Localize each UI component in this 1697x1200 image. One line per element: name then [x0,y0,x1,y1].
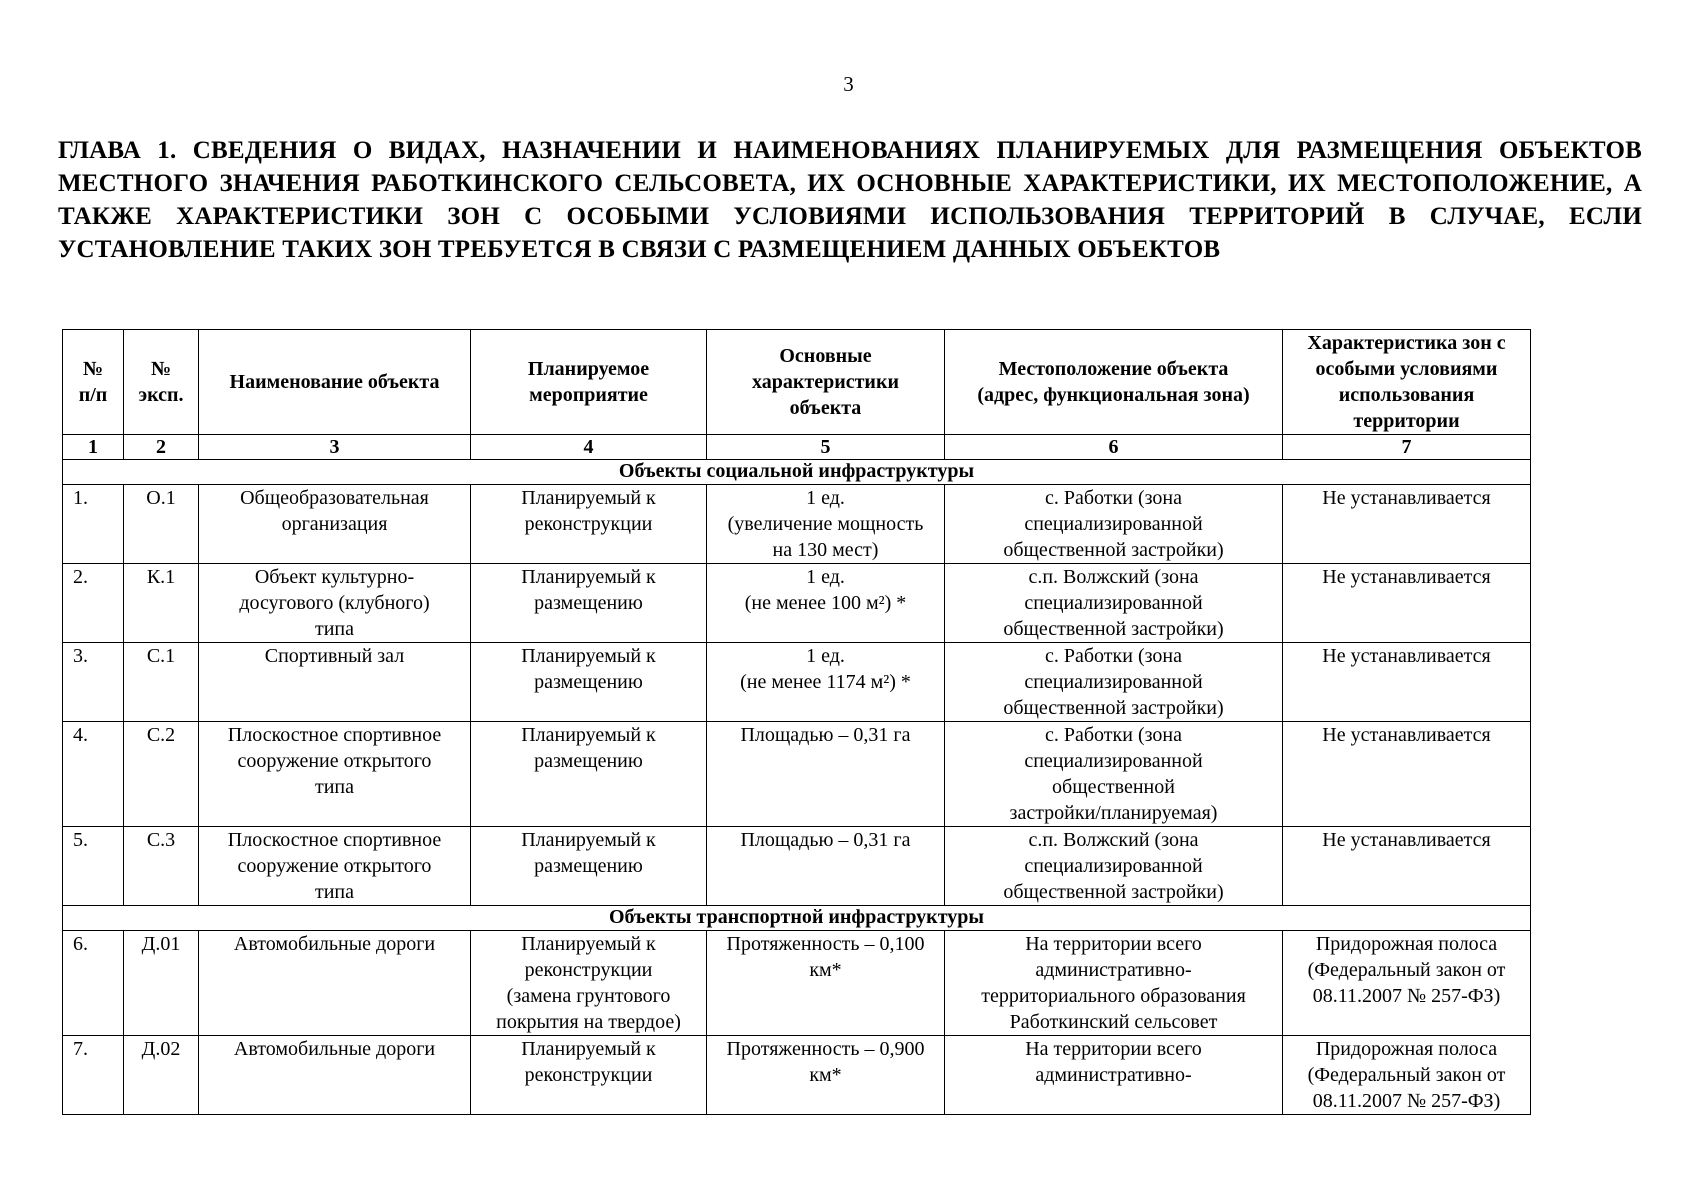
cell-line: размещению [534,592,643,614]
cell-line: На территории всего [1025,933,1202,955]
cell-line: Автомобильные дороги [233,933,436,955]
column-number: 7 [1283,435,1531,460]
cell-line: с. Работки (зона [1045,724,1182,746]
cell-line: Придорожная полоса [1315,1038,1498,1060]
cell-characteristics [707,931,945,1036]
cell-code: К.1 [124,564,199,643]
cell-line: Планируемый к [521,487,656,509]
table-row [63,827,1531,906]
cell-characteristics [707,564,945,643]
cell-line: Работкинский сельсовет [1009,1011,1218,1033]
cell-name [199,643,471,722]
cell-line: Планируемый к [521,933,656,955]
cell-num: 3. [63,643,124,722]
cell-code: С.3 [124,827,199,906]
planned-objects-table [62,329,1531,1115]
table-row [63,1036,1531,1115]
cell-line: специализированной [1024,671,1203,693]
cell-line: покрытия на твердое) [496,1011,681,1033]
header-line: характеристики [751,371,899,393]
column-number: 6 [945,435,1283,460]
cell-code: С.1 [124,643,199,722]
cell-location [945,931,1283,1036]
cell-line: 1 ед. [806,487,845,509]
cell-line: реконструкции [524,1064,653,1086]
header-line: п/п [78,384,108,406]
header-cell-num [63,330,124,435]
cell-characteristics [707,827,945,906]
section-header-row [63,906,1531,931]
cell-line: км* [809,959,842,981]
cell-num: 6. [63,931,124,1036]
cell-line: Планируемый к [521,724,656,746]
column-number: 3 [199,435,471,460]
header-line: мероприятие [529,384,648,406]
cell-line: Планируемый к [521,829,656,851]
cell-action [471,722,707,827]
cell-line: Протяженность – 0,900 [726,1038,925,1060]
cell-line: с.п. Волжский (зона [1028,829,1199,851]
header-cell-location [945,330,1283,435]
cell-line: типа [314,776,355,798]
column-number: 2 [124,435,199,460]
section-title: Объекты социальной инфраструктуры [63,460,1531,485]
header-cell-zones [1283,330,1531,435]
header-row [63,330,1531,435]
cell-action [471,564,707,643]
cell-line: Объект культурно- [254,566,415,588]
cell-location [945,564,1283,643]
cell-line: Площадью – 0,31 га [740,829,911,851]
cell-line: общественной [1052,776,1175,798]
header-line: объекта [789,397,862,419]
header-line: особыми условиями [1315,358,1498,380]
cell-line: (не менее 1174 м²) * [740,671,911,693]
cell-zones [1283,722,1531,827]
cell-name [199,564,471,643]
cell-line: размещению [534,671,643,693]
header-line: (адрес, функциональная зона) [977,384,1250,406]
header-line: территории [1353,410,1460,432]
cell-line: Планируемый к [521,1038,656,1060]
cell-line: (Федеральный закон от [1307,959,1506,981]
cell-line: общественной застройки) [1003,539,1224,561]
cell-zones [1283,564,1531,643]
column-number: 1 [63,435,124,460]
cell-location [945,827,1283,906]
cell-characteristics [707,485,945,564]
cell-line: с. Работки (зона [1045,487,1182,509]
cell-num: 5. [63,827,124,906]
cell-line: (не менее 100 м²) * [744,592,907,614]
cell-line: общественной застройки) [1003,618,1224,640]
header-cell-code [124,330,199,435]
cell-line: на 130 мест) [772,539,879,561]
header-line: № [150,358,172,380]
cell-line: Придорожная полоса [1315,933,1498,955]
cell-location [945,643,1283,722]
cell-zones [1283,827,1531,906]
cell-line: км* [809,1064,842,1086]
cell-num: 2. [63,564,124,643]
cell-line: Плоскостное спортивное [227,724,442,746]
cell-zones [1283,931,1531,1036]
cell-num: 7. [63,1036,124,1115]
cell-num: 1. [63,485,124,564]
cell-line: 1 ед. [806,566,845,588]
table-header [63,330,1531,460]
header-line: Планируемое [527,358,650,380]
cell-line: Автомобильные дороги [233,1038,436,1060]
cell-zones [1283,1036,1531,1115]
table-row [63,643,1531,722]
cell-line: специализированной [1024,855,1203,877]
cell-action [471,1036,707,1115]
cell-line: сооружение открытого [237,750,432,772]
cell-line: размещению [534,750,643,772]
header-line: № [82,358,104,380]
cell-num: 4. [63,722,124,827]
cell-line: Не устанавливается [1322,829,1491,851]
cell-line: специализированной [1024,592,1203,614]
table-row [63,722,1531,827]
header-line: эксп. [138,384,184,406]
cell-zones [1283,485,1531,564]
cell-line: 08.11.2007 № 257-ФЗ) [1312,985,1501,1007]
cell-code: С.2 [124,722,199,827]
cell-line: с.п. Волжский (зона [1028,566,1199,588]
cell-line: общественной застройки) [1003,697,1224,719]
cell-code: Д.02 [124,1036,199,1115]
header-cell-action [471,330,707,435]
cell-code: Д.01 [124,931,199,1036]
cell-line: организация [281,513,388,535]
cell-line: Планируемый к [521,566,656,588]
cell-line: реконструкции [524,513,653,535]
cell-name [199,722,471,827]
table-row [63,564,1531,643]
cell-location [945,1036,1283,1115]
cell-name [199,1036,471,1115]
header-line: Наименование объекта [229,371,440,393]
cell-line: Не устанавливается [1322,724,1491,746]
cell-line: (замена грунтового [506,985,671,1007]
header-line: использования [1338,384,1475,406]
table-row [63,931,1531,1036]
column-number-row [63,435,1531,460]
header-cell-characteristics [707,330,945,435]
cell-line: территориального образования [981,985,1246,1007]
cell-zones [1283,643,1531,722]
cell-action [471,485,707,564]
cell-line: досугового (клубного) [239,592,430,614]
column-number: 5 [707,435,945,460]
header-cell-name [199,330,471,435]
cell-line: административно- [1035,959,1192,981]
cell-location [945,722,1283,827]
cell-line: типа [314,618,355,640]
header-line: Характеристика зон с [1307,332,1506,354]
cell-characteristics [707,643,945,722]
cell-line: специализированной [1024,513,1203,535]
cell-line: застройки/планируемая) [1009,802,1218,824]
cell-line: (увеличение мощность [727,513,924,535]
column-number: 4 [471,435,707,460]
cell-location [945,485,1283,564]
header-line: Местоположение объекта [998,358,1229,380]
cell-line: На территории всего [1025,1038,1202,1060]
cell-line: 08.11.2007 № 257-ФЗ) [1312,1090,1501,1112]
cell-line: Протяженность – 0,100 [726,933,925,955]
cell-line: Плоскостное спортивное [227,829,442,851]
cell-line: сооружение открытого [237,855,432,877]
cell-line: административно- [1035,1064,1192,1086]
cell-line: Спортивный зал [264,645,405,667]
cell-line: Планируемый к [521,645,656,667]
table-body [63,460,1531,1115]
cell-action [471,931,707,1036]
cell-line: Общеобразовательная [240,487,429,509]
cell-code: О.1 [124,485,199,564]
cell-line: Не устанавливается [1322,645,1491,667]
cell-line: специализированной [1024,750,1203,772]
cell-line: с. Работки (зона [1045,645,1182,667]
cell-name [199,827,471,906]
cell-action [471,643,707,722]
cell-line: размещению [534,855,643,877]
cell-line: реконструкции [524,959,653,981]
chapter-title: ГЛАВА 1. СВЕДЕНИЯ О ВИДАХ, НАЗНАЧЕНИИ И НАИМЕНОВАНИЯХ ПЛАНИРУЕМЫХ ДЛЯ РАЗМЕЩЕНИЯ ОБЪЕКТОВ МЕСТНОГО ЗНАЧЕНИЯ РАБОТКИНСКОГО СЕЛЬСОВЕТА, ИХ ОСНОВНЫЕ ХАРАКТЕРИСТИКИ, ИХ МЕСТОПОЛОЖЕНИЕ, А ТАКЖЕ ХАРАКТЕРИСТИКИ ЗОН С ОСОБЫМИ УСЛОВИЯМИ ИСПОЛЬЗОВАНИЯ ТЕРРИТОРИЙ В СЛУЧАЕ, ЕСЛИ УСТАНОВЛЕНИЕ ТАКИХ ЗОН ТРЕБУЕТСЯ В СВЯЗИ С РАЗМЕЩЕНИЕМ ДАННЫХ ОБЪЕКТОВ [58,137,1642,263]
header-line: Основные [779,345,872,367]
section-header-row [63,460,1531,485]
cell-line: Площадью – 0,31 га [740,724,911,746]
cell-name [199,931,471,1036]
cell-name [199,485,471,564]
cell-action [471,827,707,906]
cell-line: (Федеральный закон от [1307,1064,1506,1086]
cell-line: Не устанавливается [1322,566,1491,588]
cell-line: Не устанавливается [1322,487,1491,509]
cell-line: общественной застройки) [1003,881,1224,903]
table-row [63,485,1531,564]
cell-line: типа [314,881,355,903]
section-title: Объекты транспортной инфраструктуры [63,906,1531,931]
cell-characteristics [707,722,945,827]
cell-characteristics [707,1036,945,1115]
cell-line: 1 ед. [806,645,845,667]
page-number: 3 [843,72,854,96]
